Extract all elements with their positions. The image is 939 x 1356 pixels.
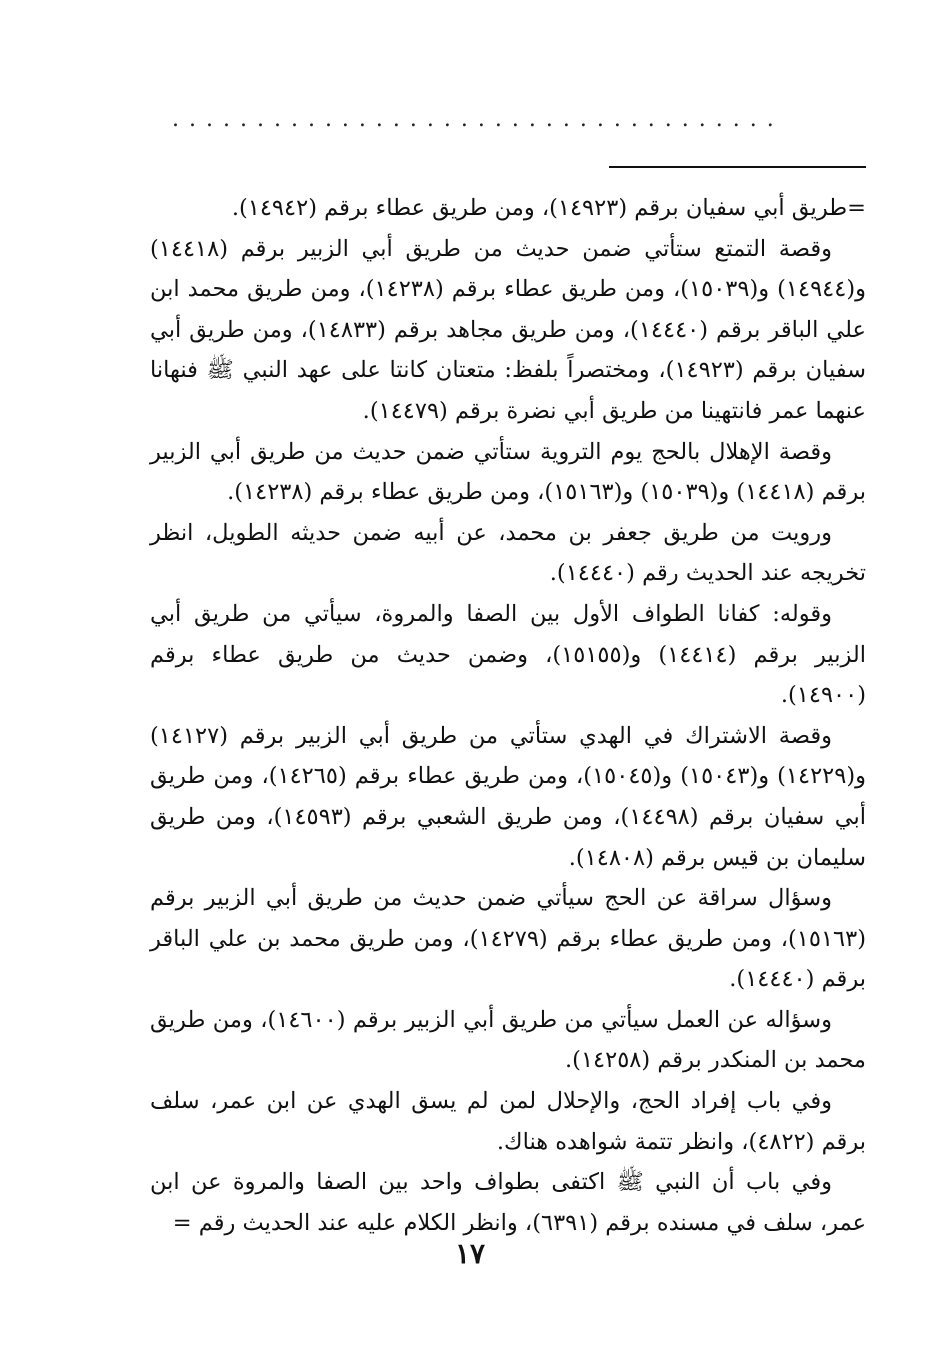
footnote-paragraph-8: وسؤاله عن العمل سيأتي من طريق أبي الزبير برقم (١٤٦٠٠)، ومن طريق محمد بن المنكدر برقم (١٤٢٥٨). (150, 1006, 866, 1074)
footnote-paragraph-7: وسؤال سراقة عن الحج سيأتي ضمن حديث من طريق أبي الزبير برقم (١٥١٦٣)، ومن طريق عطاء برقم (١٤٢٧٩)، ومن طريق محمد بن علي الباقر برقم (١٤٤٤٠). (150, 885, 866, 993)
footnote-paragraph-5: وقوله: كفانا الطواف الأول بين الصفا والمروة، سيأتي من طريق أبي الزبير برقم (١٤٤١٤) و(١٥١٥٥)، وضمن حديث من طريق عطاء برقم (١٤٩٠٠). (150, 600, 866, 709)
footnote-paragraph-1: =طريق أبي سفيان برقم (١٤٩٢٣)، ومن طريق عطاء برقم (١٤٩٤٢). (231, 195, 866, 221)
footnotes-block (150, 188, 866, 1243)
separator-dots: .................................... (172, 108, 784, 132)
footnote-paragraph-10: وفي باب أن النبي ﷺ اكتفى بطواف واحد بين الصفا والمروة عن ابن عمر، سلف في مسنده برقم (٦٣٩١)، وانظر الكلام عليه عند الحديث رقم = (150, 1169, 866, 1236)
footnote-paragraph-6: وقصة الاشتراك في الهدي ستأتي من طريق أبي الزبير برقم (١٤١٢٧) و(١٤٢٢٩) و(١٥٠٤٣) و(١٥٠٤٥)، ومن طريق عطاء برقم (١٤٢٦٥)، ومن طريق أبي سفيان برقم (١٤٤٩٨)، ومن طريق الشعبي برقم (١٤٥٩٣)، ومن طريق سليمان بن قيس برقم (١٤٨٠٨). (150, 722, 866, 871)
footnote-paragraph-3: وقصة الإهلال بالحج يوم التروية ستأتي ضمن حديث من طريق أبي الزبير برقم (١٤٤١٨) و(١٥٠٣٩) و(١٥١٦٣)، ومن طريق عطاء برقم (١٤٢٣٨). (150, 438, 866, 506)
footnote-paragraph-9: وفي باب إفراد الحج، والإحلال لمن لم يسق الهدي عن ابن عمر، سلف برقم (٤٨٢٢)، وانظر تتمة شواهده هناك. (150, 1088, 866, 1155)
footnote-rule (609, 166, 866, 168)
page-number: ١٧ (454, 1237, 486, 1270)
footnote-paragraph-4: ورويت من طريق جعفر بن محمد، عن أبيه ضمن حديثه الطويل، انظر تخريجه عند الحديث رقم (١٤٤٤٠). (150, 519, 866, 587)
footnote-paragraph-2: وقصة التمتع ستأتي ضمن حديث من طريق أبي الزبير برقم (١٤٤١٨) و(١٤٩٤٤) و(١٥٠٣٩)، ومن طريق عطاء برقم (١٤٢٣٨)، ومن طريق محمد ابن علي الباقر برقم (١٤٤٤٠)، ومن طريق مجاهد برقم (١٤٨٣٣)، ومن طريق أبي سفيان برقم (١٤٩٢٣)، ومختصراً بلفظ: متعتان كانتا على عهد النبي ﷺ فنهانا عنهما عمر فانتهينا من طريق أبي نضرة برقم (١٤٤٧٩). (150, 235, 867, 424)
